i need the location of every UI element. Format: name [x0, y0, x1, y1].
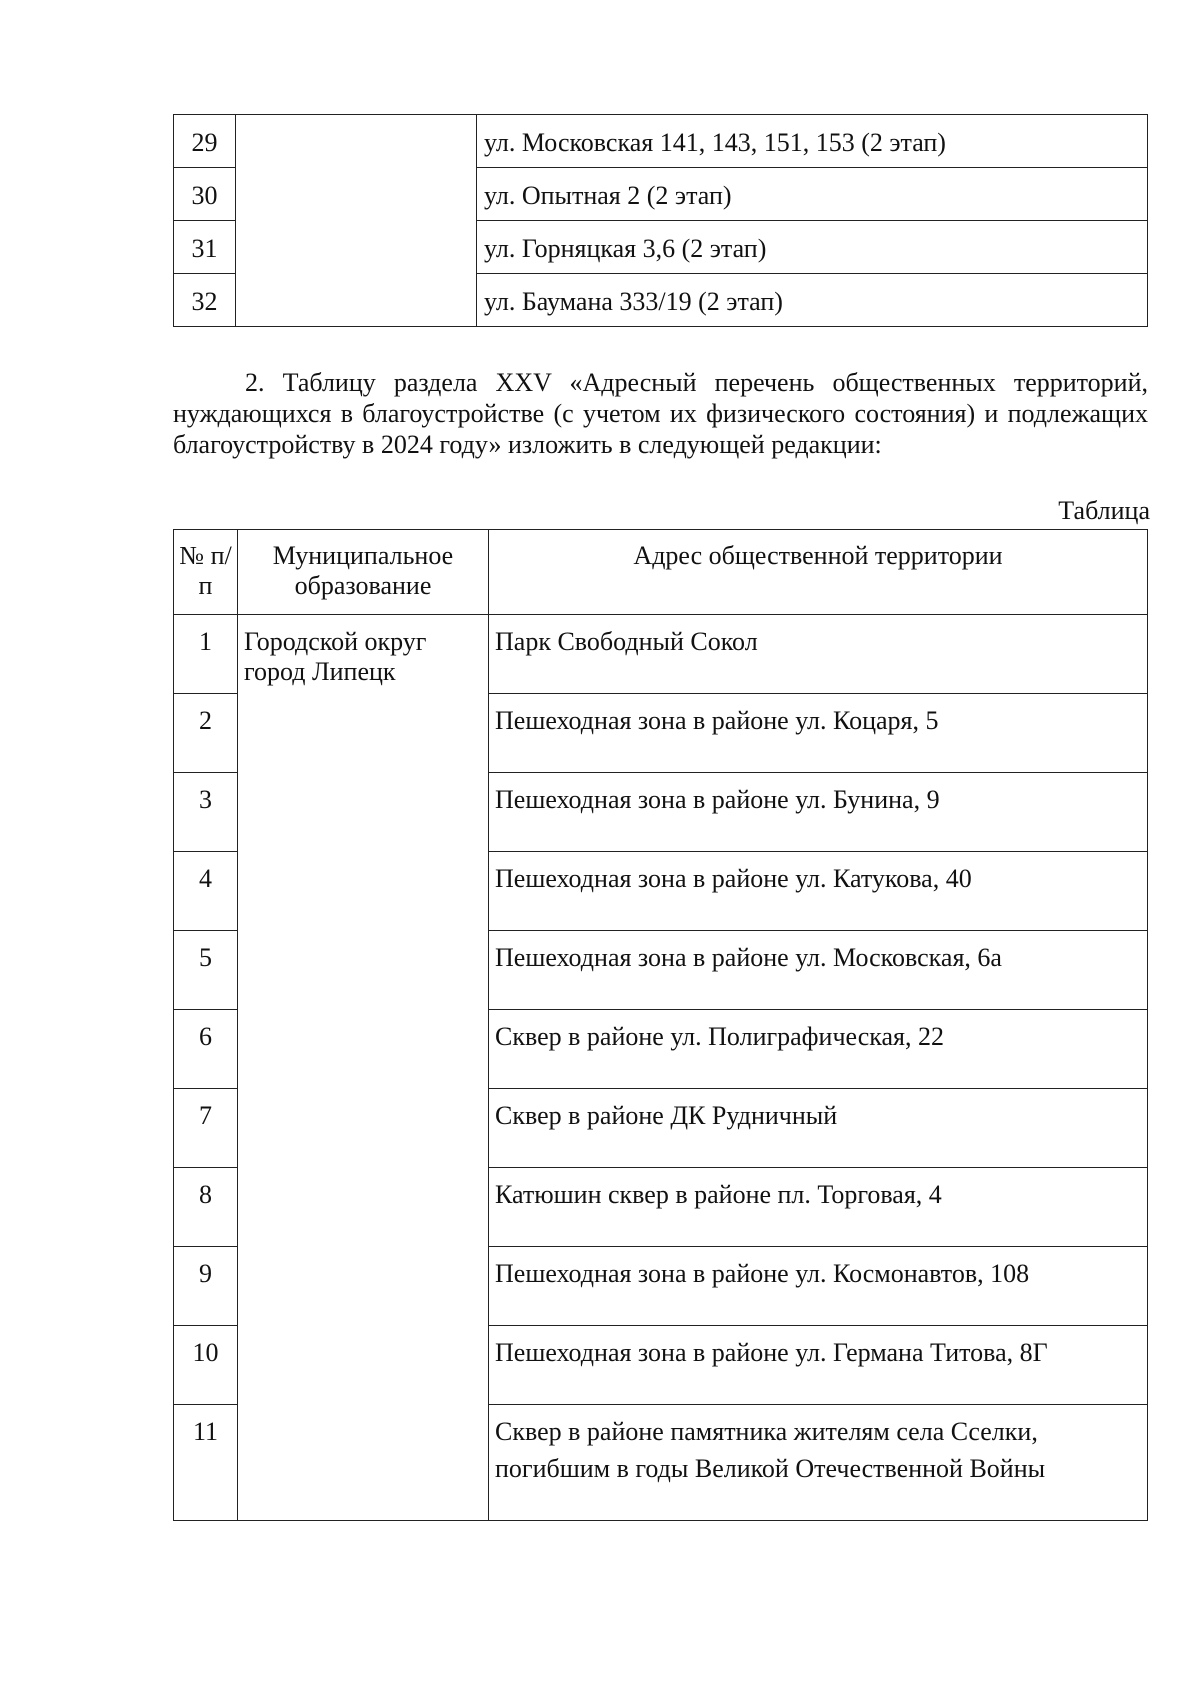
row-number: 31: [174, 221, 236, 274]
row-number: 3: [174, 773, 238, 852]
address-table-continued: [173, 114, 1148, 327]
row-number: 2: [174, 694, 238, 773]
table-row: [174, 115, 1148, 168]
row-number: 29: [174, 115, 236, 168]
address-cell: Пешеходная зона в районе ул. Космонавтов, 108: [489, 1247, 1148, 1326]
row-number: 8: [174, 1168, 238, 1247]
row-number: 4: [174, 852, 238, 931]
header-number: № п/п: [174, 530, 238, 615]
row-number: 30: [174, 168, 236, 221]
public-territories-table: [173, 529, 1148, 1521]
address-cell: Пешеходная зона в районе ул. Московская, 6а: [489, 931, 1148, 1010]
row-number: 32: [174, 274, 236, 327]
address-cell: Пешеходная зона в районе ул. Германа Титова, 8Г: [489, 1326, 1148, 1405]
row-number: 9: [174, 1247, 238, 1326]
address-cell: Сквер в районе памятника жителям села Сселки, погибшим в годы Великой Отечественной Войны: [489, 1405, 1148, 1521]
row-number: 11: [174, 1405, 238, 1521]
table-caption: Таблица: [1058, 496, 1150, 525]
address-cell: ул. Московская 141, 143, 151, 153 (2 этап): [477, 115, 1148, 168]
address-cell: ул. Горняцкая 3,6 (2 этап): [477, 221, 1148, 274]
amendment-paragraph: [173, 367, 1148, 460]
address-cell: ул. Опытная 2 (2 этап): [477, 168, 1148, 221]
municipality-cell: Городской округ город Липецк: [238, 615, 489, 1521]
address-cell: Пешеходная зона в районе ул. Бунина, 9: [489, 773, 1148, 852]
address-cell: Пешеходная зона в районе ул. Коцаря, 5: [489, 694, 1148, 773]
row-number: 10: [174, 1326, 238, 1405]
row-number: 7: [174, 1089, 238, 1168]
address-cell: Сквер в районе ДК Рудничный: [489, 1089, 1148, 1168]
address-cell: Сквер в районе ул. Полиграфическая, 22: [489, 1010, 1148, 1089]
table-header-row: [174, 530, 1148, 615]
header-address: Адрес общественной территории: [489, 530, 1148, 615]
table-row: [174, 615, 1148, 694]
row-number: 5: [174, 931, 238, 1010]
header-municipality: Муниципальное образование: [238, 530, 489, 615]
row-number: 1: [174, 615, 238, 694]
address-cell: Пешеходная зона в районе ул. Катукова, 40: [489, 852, 1148, 931]
row-number: 6: [174, 1010, 238, 1089]
municipality-cell: [236, 115, 477, 327]
paragraph-text: 2. Таблицу раздела XXV «Адресный перечень общественных территорий, нуждающихся в благоустройстве (с учетом их физического состояния) и подлежащих благоустройству в 2024 году» изложить в следующей редакции:: [173, 368, 1148, 459]
address-cell: Катюшин сквер в районе пл. Торговая, 4: [489, 1168, 1148, 1247]
address-cell: ул. Баумана 333/19 (2 этап): [477, 274, 1148, 327]
address-cell: Парк Свободный Сокол: [489, 615, 1148, 694]
